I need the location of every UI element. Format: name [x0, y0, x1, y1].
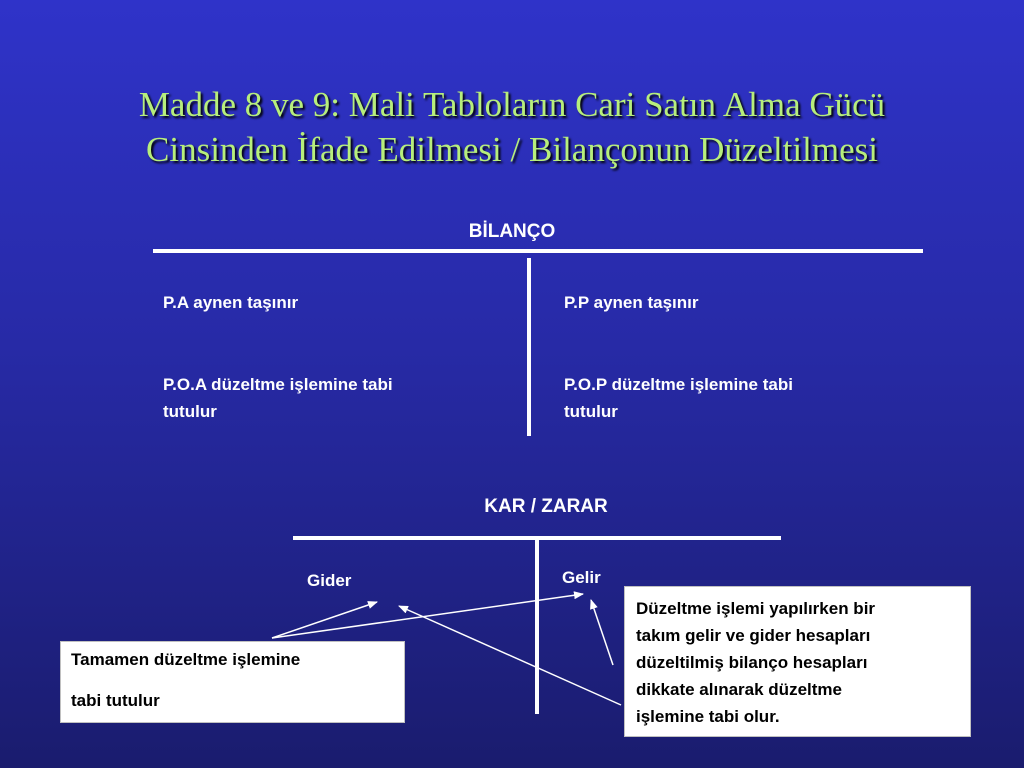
title-line-2: Cinsinden İfade Edilmesi / Bilançonun Düzeltilmesi	[146, 130, 878, 169]
arrow-to-gider-from-right-note	[399, 606, 621, 705]
bilanco-left-item-2-line-1: P.O.A düzeltme işlemine tabi	[163, 375, 393, 394]
bilanco-heading: BİLANÇO	[468, 221, 556, 242]
arrow-to-gelir-from-right-note	[591, 600, 613, 665]
adjustment-note-line: işlemine tabi olur.	[636, 707, 780, 726]
gider-label: Gider	[307, 571, 352, 590]
adjustment-note-line: takım gelir ve gider hesapları	[636, 626, 871, 645]
bilanco-right-item-1: P.P aynen taşınır	[564, 293, 699, 312]
bilanco-left-item-1: P.A aynen taşınır	[163, 293, 299, 312]
gelir-label: Gelir	[562, 568, 601, 587]
full-adjustment-note	[60, 641, 405, 723]
arrow-to-gelir-from-left-note	[272, 594, 583, 638]
kar-zarar-heading: KAR / ZARAR	[484, 496, 608, 517]
adjustment-process-note	[624, 586, 971, 737]
arrow-to-gider	[272, 602, 377, 638]
adjustment-note-line: dikkate alınarak düzeltme	[636, 680, 842, 699]
bilanco-right-item-2-line-1: P.O.P düzeltme işlemine tabi	[564, 375, 793, 394]
full-adjustment-note-line-2: tabi tutulur	[71, 691, 160, 710]
adjustment-note-line: Düzeltme işlemi yapılırken bir	[636, 599, 876, 618]
bilanco-left-item-2-line-2: tutulur	[163, 402, 217, 421]
bilanco-right-item-2-line-2: tutulur	[564, 402, 618, 421]
adjustment-note-line: düzeltilmiş bilanço hesapları	[636, 653, 868, 672]
full-adjustment-note-line-1: Tamamen düzeltme işlemine	[71, 650, 301, 669]
title-line-1: Madde 8 ve 9: Mali Tabloların Cari Satın Alma Gücü	[138, 85, 886, 124]
